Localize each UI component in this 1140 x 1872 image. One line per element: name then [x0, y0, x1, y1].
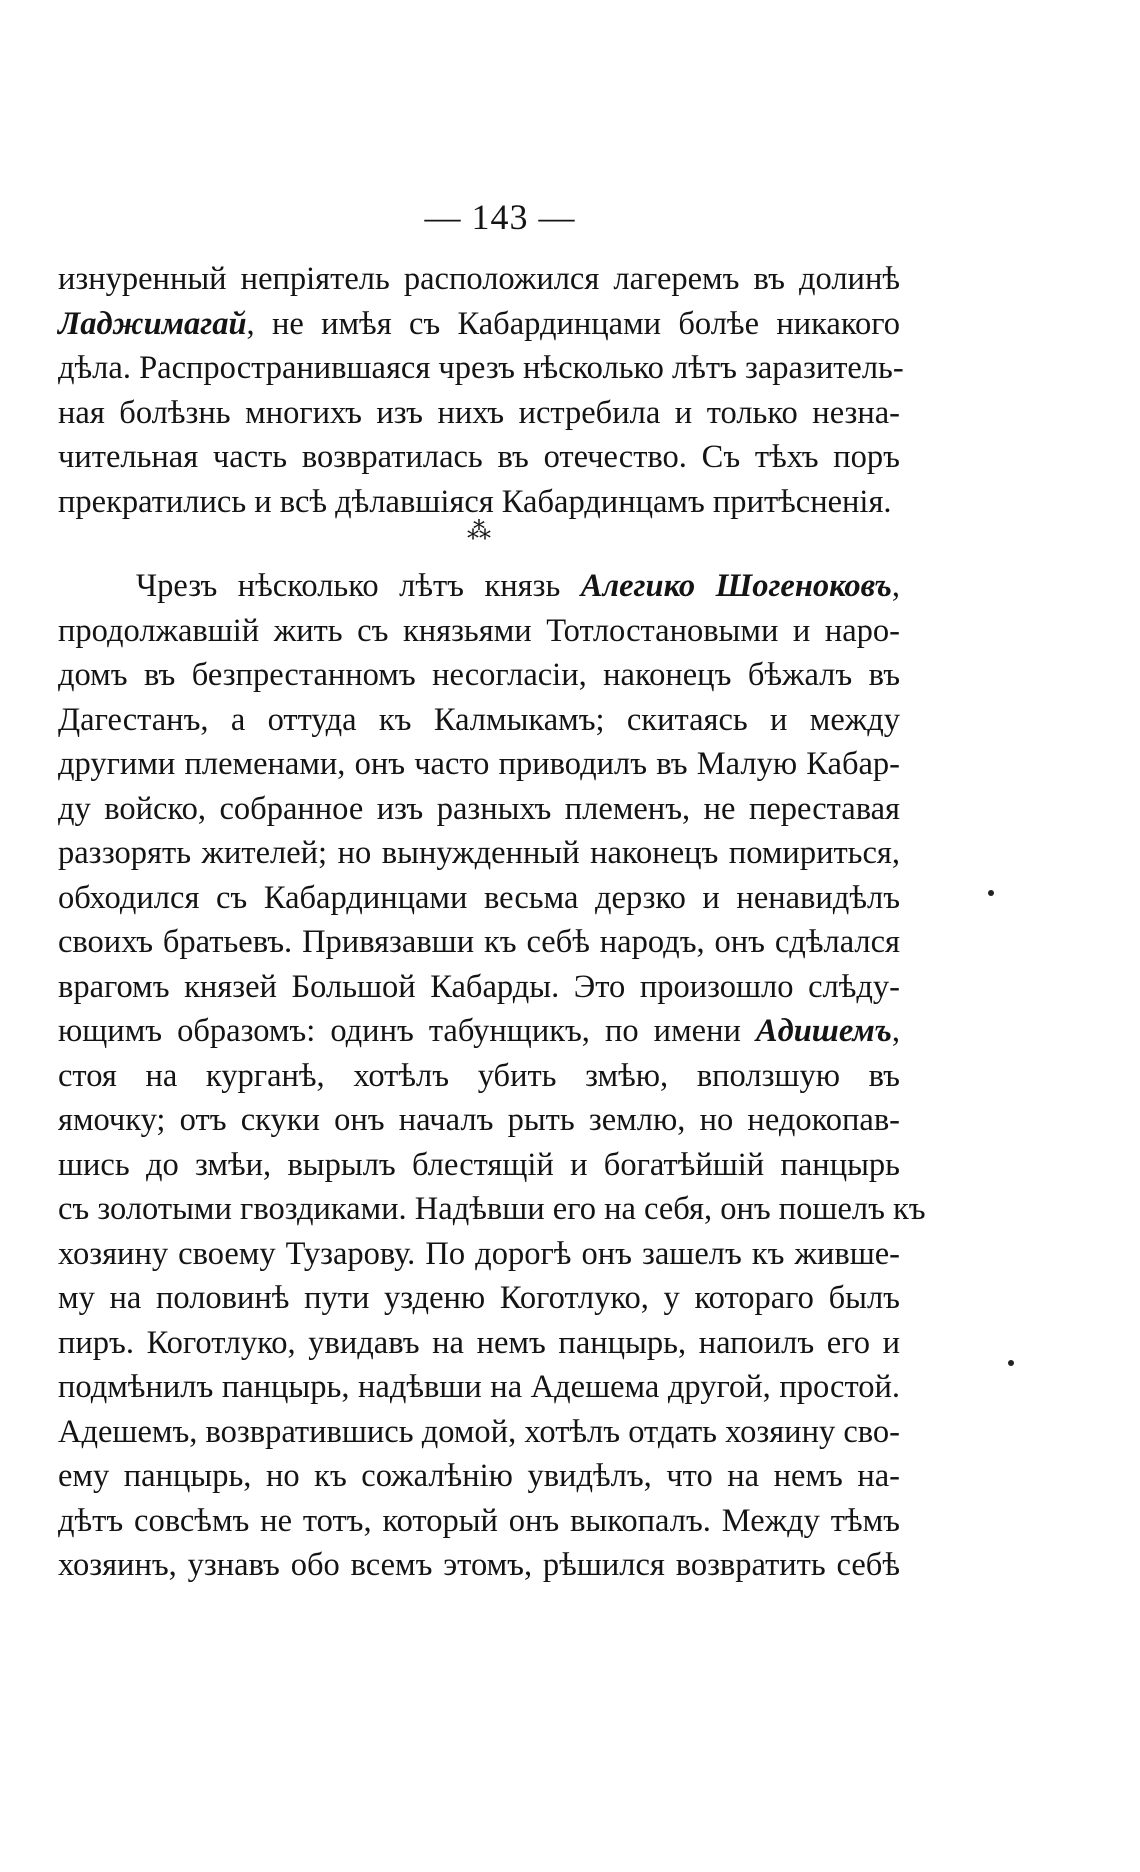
text-line: обходился съ Кабардинцами весьма дерзко и ненавидѣлъ — [58, 879, 900, 916]
text-line: хозяинъ, узнавъ обо всемъ этомъ, рѣшился возвратить себѣ — [58, 1547, 900, 1583]
text-line: дѣтъ совсѣмъ не тотъ, который онъ выкопалъ. Между тѣмъ — [58, 1502, 900, 1539]
text-line: раззорять жителей; но вынужденный наконецъ помириться, — [58, 835, 900, 871]
text-line: пиръ. Коготлуко, увидавъ на немъ панцырь, напоилъ его и — [58, 1324, 900, 1361]
italic-place-name: Ладжимагай — [58, 305, 247, 342]
text-line: продолжавшій жить съ князьями Тотлостановыми и наро- — [58, 612, 900, 649]
text-line: Адешемъ, возвратившись домой, хотѣлъ отдать хозяину сво- — [58, 1413, 900, 1450]
ink-speck — [988, 890, 994, 896]
text-line: ная болѣзнь многихъ изъ нихъ истребила и только незна- — [58, 394, 900, 431]
paragraph-1 — [58, 257, 904, 524]
text-line — [58, 564, 900, 609]
text-line: му на половинѣ пути узденю Коготлуко, у котораго былъ — [58, 1280, 900, 1316]
text-line: съ золотыми гвоздиками. Надѣвши его на себя, онъ пошелъ къ — [58, 1191, 926, 1227]
text-fragment: , — [891, 1013, 900, 1049]
text-line: подмѣнилъ панцырь, надѣвши на Адешема другой, простой. — [58, 1369, 900, 1405]
text-line: прекратились и всѣ дѣлавшіяся Кабардинцамъ притѣсненія. — [58, 483, 892, 520]
italic-herdsman-name: Адишемъ — [755, 1013, 892, 1049]
text-line: Дагестанъ, а оттуда къ Калмыкамъ; скитаясь и между — [58, 701, 900, 738]
text-fragment: , не имѣя съ Кабардинцами болѣе никакого — [246, 305, 900, 342]
italic-person-name: Алегико Шогеноковъ — [580, 568, 892, 604]
text-line: ямочку; отъ скуки онъ началъ рыть землю, но недокопав- — [58, 1102, 900, 1138]
text-fragment: , — [891, 568, 900, 604]
text-line: хозяину своему Тузарову. По дорогѣ онъ зашелъ къ живше- — [58, 1235, 900, 1272]
text-line: чительная часть возвратилась въ отечество. Съ тѣхъ поръ — [58, 439, 900, 475]
text-line: другими племенами, онъ часто приводилъ въ Малую Кабар- — [58, 746, 900, 782]
page-number: — 143 — — [424, 197, 576, 237]
text-line: изнуренный непріятель расположился лагеремъ въ долинѣ — [58, 261, 900, 297]
text-line — [58, 302, 900, 347]
text-fragment: ющимъ образомъ: одинъ табунщикъ, по имени — [58, 1013, 756, 1049]
text-line: своихъ братьевъ. Привязавши къ себѣ народъ, онъ сдѣлался — [58, 924, 900, 960]
text-line: врагомъ князей Большой Кабарды. Это произошло слѣду- — [58, 968, 900, 1005]
ink-speck — [1008, 1360, 1014, 1366]
paragraph-2 — [58, 564, 926, 1588]
text-line: шись до змѣи, вырылъ блестящій и богатѣйшій панцырь — [58, 1146, 900, 1183]
text-line: дѣла. Распространившаяся чрезъ нѣсколько лѣтъ заразитель- — [58, 350, 904, 386]
text-line: ду войско, собранное изъ разныхъ племенъ, не переставая — [58, 790, 900, 827]
text-line: домъ въ безпрестанномъ несогласіи, наконецъ бѣжалъ въ — [58, 657, 900, 693]
section-separator: ⁂ — [467, 519, 493, 545]
text-line: стоя на курганѣ, хотѣлъ убить змѣю, вползшую въ — [58, 1057, 900, 1094]
text-fragment: Чрезъ нѣсколько лѣтъ князь — [136, 568, 581, 604]
text-line — [58, 1009, 900, 1054]
text-line: ему панцырь, но къ сожалѣнію увидѣлъ, что на немъ на- — [58, 1458, 900, 1494]
